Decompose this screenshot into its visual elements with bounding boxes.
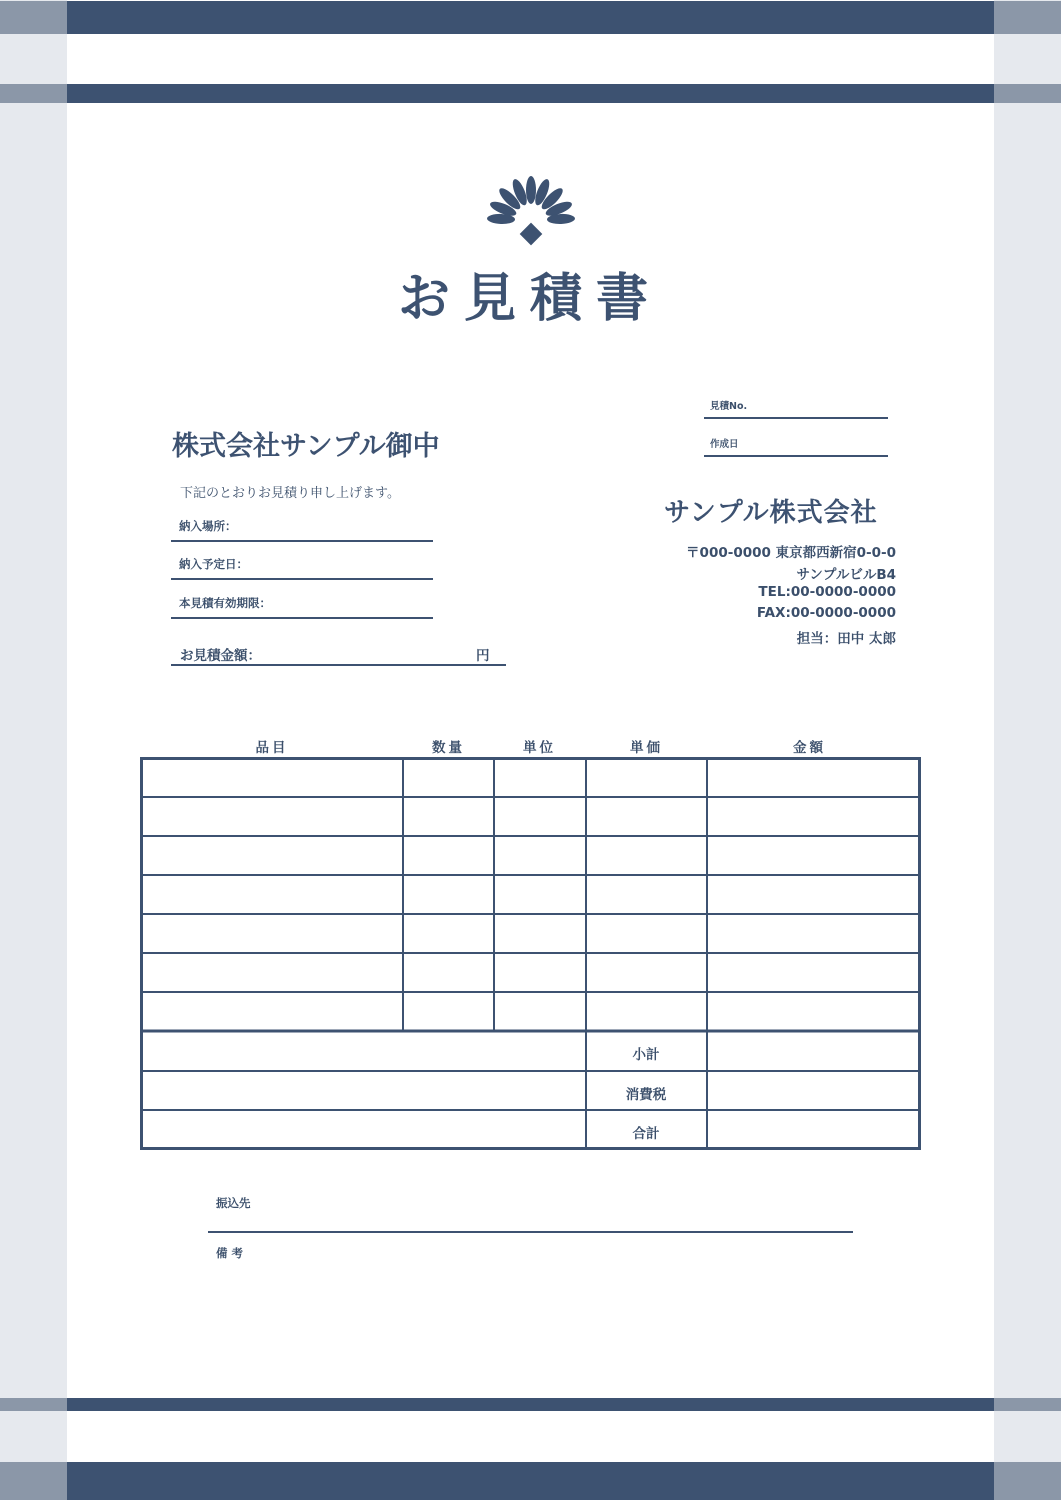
intro-text: 下記のとおりお見積り申し上げます。	[180, 486, 400, 501]
document-title: お見積書	[397, 269, 662, 329]
issuer-tel: TEL:00-0000-0000	[758, 584, 896, 600]
estimate-amount-label: お見積金額：	[180, 648, 261, 664]
bank-line	[208, 1231, 853, 1233]
created-date-field[interactable]	[704, 432, 888, 457]
col-header-qty: 数量	[432, 740, 465, 756]
estimate-amount-field[interactable]	[171, 640, 506, 666]
bottom-band	[0, 1462, 1061, 1500]
col-header-item: 品目	[255, 740, 289, 756]
top-band	[0, 1, 1061, 34]
tax-label: 消費税	[625, 1087, 667, 1103]
estimate-no-field[interactable]	[704, 396, 888, 419]
col-header-amount: 金額	[793, 740, 826, 756]
delivery-place-label: 納入場所：	[179, 519, 237, 533]
col-header-unit: 単位	[523, 740, 556, 756]
issuer-contact: 担当：田中 太郎	[796, 631, 896, 647]
estimate-table	[140, 757, 921, 1150]
estimate-no-label: 見積No.	[710, 401, 748, 412]
total-label: 合計	[632, 1126, 660, 1142]
created-date-label: 作成日	[710, 439, 739, 450]
col-header-unit-price: 単価	[630, 740, 663, 756]
client-name: 株式会社サンプル御中	[172, 431, 440, 462]
validity-label: 本見積有効期限：	[179, 596, 271, 610]
subtotal-label: 小計	[632, 1047, 660, 1063]
issuer-building: サンプルビルB4	[796, 567, 896, 583]
issuer-address: 〒000-0000 東京都西新宿0-0-0	[686, 545, 896, 561]
right-side-strip	[994, 0, 1061, 1500]
delivery-date-field[interactable]	[171, 548, 433, 580]
bottom-thin-band	[0, 1398, 1061, 1411]
issuer-fax: FAX:00-0000-0000	[756, 605, 896, 621]
top-thin-band	[0, 84, 1061, 103]
bank-label: 振込先	[216, 1196, 251, 1210]
delivery-place-field[interactable]	[171, 510, 433, 542]
yen-unit: 円	[476, 648, 490, 664]
left-side-strip	[0, 0, 67, 1500]
notes-label: 備 考	[216, 1246, 244, 1260]
issuer-company: サンプル株式会社	[664, 498, 878, 528]
fan-logo-icon	[478, 176, 584, 248]
validity-field[interactable]	[171, 587, 433, 619]
delivery-date-label: 納入予定日：	[179, 557, 248, 571]
